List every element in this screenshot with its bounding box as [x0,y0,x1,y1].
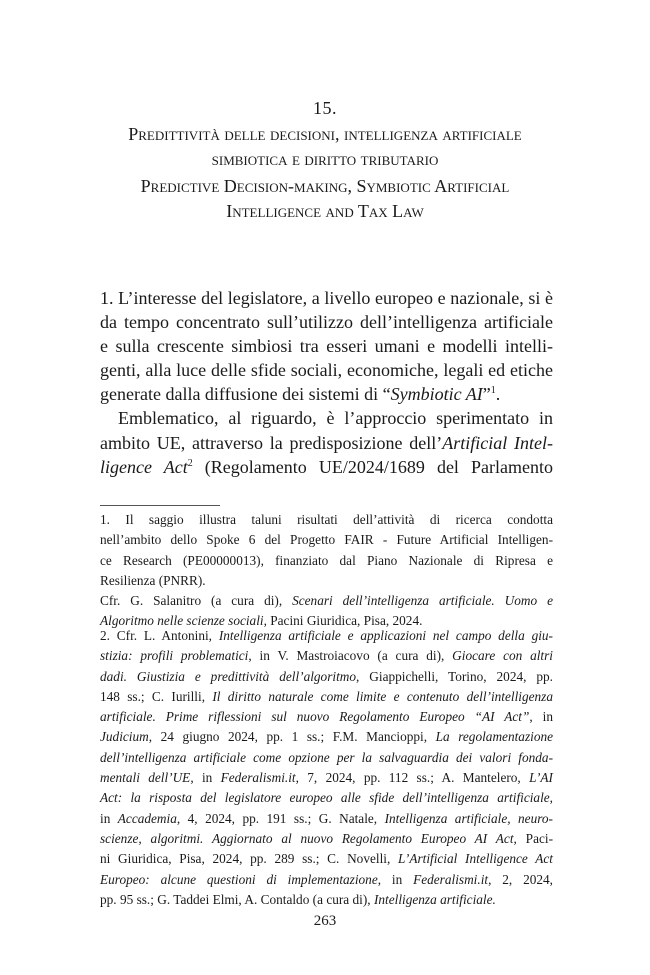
italic-run: mentali dell’UE [100,770,191,786]
text-run: Cfr. G. Salanitro (a cura di), [100,593,293,609]
italic-run: Il diritto naturale come limite e contenuto dell’intelligenza [212,688,553,704]
italic-run: ligence Act [100,456,188,477]
footnote-line: Resilienza (PNRR). [100,572,206,588]
text-run: 148 ss.; C. Iurilli, [100,688,213,704]
body-line: genti, alla luce delle sfide sociali, economiche, legali ed etiche [100,360,553,381]
title-it-line: Predittività delle decisioni, intelligenza artificiale [128,124,522,144]
italic-run: Intelligenza artificiale. [373,891,496,907]
text-run: . [495,384,501,405]
footnote-line: 1. Il saggio illustra taluni risultati dell’attività di ricerca condotta [100,512,553,527]
italic-run: L’Artificial Intelligence Act [398,851,553,867]
text-run: generate dalla diffusione dei sistemi di “ [100,384,391,405]
text-run: , [549,790,553,806]
text-run: , Pacini Giuridica, Pisa, 2024. [263,613,423,629]
title-en-line: Predictive Decision-making, Symbiotic Artificial [140,176,510,196]
body-line: da tempo concentrato sull’utilizzo dell’intelligenza artificiale [100,312,553,333]
italic-run: Symbiotic AI [390,384,483,405]
italic-run: artificiale. Prime riflessioni sul nuovo Regolamento Europeo “AI Act” [100,709,530,725]
italic-run: Giocare con altri [452,648,553,664]
text-run: , 2, 2024, [488,871,553,887]
body-line: Emblematico, al riguardo, è l’approccio sperimentato in [118,408,553,429]
body-line [100,382,553,406]
text-run: , in V. Mastroiacovo (a cura di), [248,648,453,664]
footnote-line [100,849,553,869]
footnote-line [100,727,553,747]
italic-run: Algoritmo nelle scienze sociali [100,613,264,629]
italic-run: scienze, algoritmi. Aggiornato al nuovo Regolamento Europeo AI Act [100,830,514,846]
italic-run: Scenari dell’intelligenza artificiale. Uomo e [292,593,554,609]
footnote-separator [100,505,220,506]
text-run: , in [529,709,553,725]
text-run: (Regolamento UE/2024/1689 del Parlamento [192,456,553,477]
footnote-line [100,809,553,829]
footnote-ref-2[interactable]: 2 [187,457,193,469]
body-text [100,286,553,479]
italic-run: Judicium [100,729,149,745]
footnote-line [100,788,553,808]
body-line [100,431,553,455]
footnote-ref-1[interactable]: 1 [490,385,496,397]
text-run: , in [190,770,221,786]
body-line [100,455,553,479]
footnote-line [100,890,553,910]
text-run: , 7, 2024, pp. 112 ss.; A. Mantelero, [295,770,530,786]
italic-run: Accademia [117,810,177,826]
chapter-title-english [60,174,590,224]
italic-run: Intelligenza artificiale, neuro- [384,810,553,826]
text-run: , Paci- [513,830,553,846]
text-run: ” [482,384,491,405]
italic-run: stizia: profili problematici [100,648,249,664]
footnote-line [100,667,553,687]
text-run: pp. 95 ss.; G. Taddei Elmi, A. Contaldo (a cura di), [100,891,374,907]
footnote-1 [100,510,553,632]
italic-run: Europeo: alcune questioni di implementazione [100,871,378,887]
text-run: ambito UE, attraverso la predisposizione dell’ [100,432,443,453]
footnote-2 [100,626,553,910]
page-number: 263 [313,913,337,929]
italic-run: La regolamentazione [435,729,554,745]
footnote-line [100,707,553,727]
text-run: , 4, 2024, pp. 191 ss.; G. Natale, [176,810,385,826]
text-run: , in [377,871,414,887]
body-line: 1. L’interesse del legislatore, a livello europeo e nazionale, si è [100,288,553,308]
chapter-title-italian [60,122,590,172]
footnote-line [100,591,553,611]
italic-run: dell’intelligenza artificiale come opzione per la salvaguardia dei valori fonda- [100,749,553,765]
italic-run: Act: la risposta del legislatore europeo alle sfide dell’intelligenza artificiale [100,790,550,806]
text-run: 2. Cfr. L. Antonini, [100,628,219,643]
italic-run: Artificial Intel- [442,432,553,453]
footnote-line [100,646,553,666]
footnote-line [100,748,553,768]
italic-run: L’AI [529,770,553,786]
footnote-line: nell’ambito dello Spoke 6 del Progetto FAIR - Future Artificial Intelligen- [100,532,553,548]
footnote-line [100,626,553,646]
title-it-line: simbiotica e diritto tributario [211,149,439,169]
text-run: in [100,810,118,826]
italic-run: Intelligenza artificiale e applicazioni nel campo della giu- [218,628,553,643]
italic-run: Federalismi.it [220,770,296,786]
footnote-line [100,768,553,788]
chapter-number: 15. [313,98,337,118]
footnote-line [100,870,553,890]
footnote-line [100,829,553,849]
body-line: e sulla crescente simbiosi tra esseri umani e modelli intelli- [100,336,553,357]
text-run: , Giappichelli, Torino, 2024, pp. [356,668,553,684]
text-run: ni Giuridica, Pisa, 2024, pp. 289 ss.; C. Novelli, [100,851,398,867]
footnote-line: ce Research (PE00000013), finanziato dal Piano Nazionale di Ripresa e [100,552,553,568]
text-run: , 24 giugno 2024, pp. 1 ss.; F.M. Mancioppi, [148,729,436,745]
italic-run: Federalismi.it [413,871,489,887]
italic-run: dadi. Giustizia e predittività dell’algoritmo [100,668,357,684]
footnote-line [100,687,553,707]
title-en-line: Intelligence and Tax Law [226,201,424,221]
